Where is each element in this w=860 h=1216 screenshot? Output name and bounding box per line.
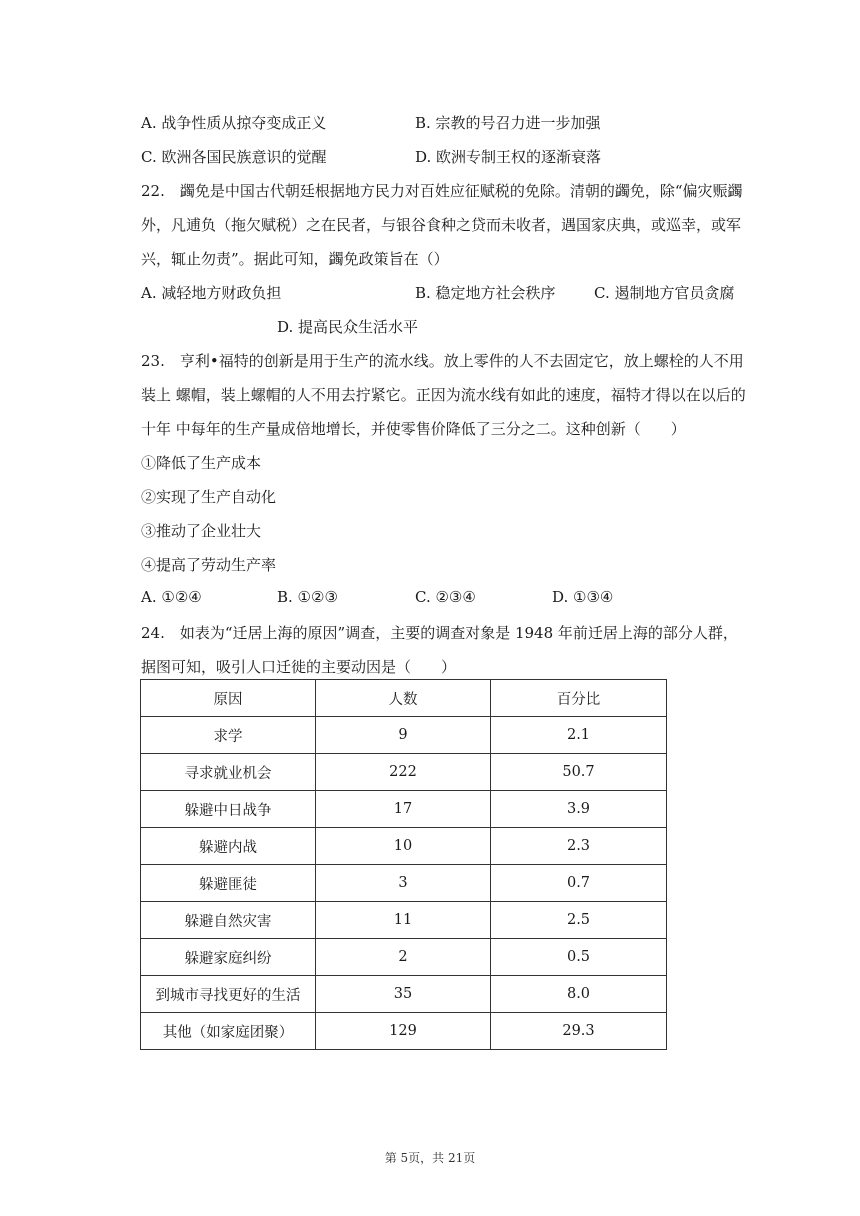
table-row	[141, 1013, 667, 1050]
table-row	[141, 754, 667, 791]
table-row	[141, 902, 667, 939]
q22-option-c: C. 遏制地方官员贪腐	[594, 284, 735, 302]
cell-percent: 29.3	[491, 1013, 667, 1050]
table-row	[141, 791, 667, 828]
migration-reasons-table	[140, 679, 667, 1050]
q23-option-c: C. ②③④	[415, 588, 476, 606]
table-row	[141, 828, 667, 865]
q21-option-c: C. 欧洲各国民族意识的觉醒	[141, 148, 327, 166]
cell-count: 9	[316, 717, 491, 754]
q23-stem-line-2: 装上 螺帽，装上螺帽的人不用去拧紧它。正因为流水线有如此的速度，福特才得以在以后的	[141, 386, 746, 404]
cell-reason: 到城市寻找更好的生活	[141, 976, 316, 1013]
table-row	[141, 865, 667, 902]
q22-option-a: A. 减轻地方财政负担	[141, 284, 282, 302]
cell-reason: 求学	[141, 717, 316, 754]
q21-option-b: B. 宗教的号召力进一步加强	[415, 114, 601, 132]
header-percent: 百分比	[491, 680, 667, 717]
q23-option-d: D. ①③④	[552, 588, 614, 606]
header-count: 人数	[316, 680, 491, 717]
cell-reason: 躲避家庭纠纷	[141, 939, 316, 976]
cell-percent: 3.9	[491, 791, 667, 828]
q21-option-d: D. 欧洲专制王权的逐渐衰落	[415, 148, 602, 166]
table-row	[141, 717, 667, 754]
cell-count: 17	[316, 791, 491, 828]
q22-stem-line-3: 兴，辄止勿责”。据此可知，蠲免政策旨在（）	[141, 250, 449, 268]
table-row	[141, 939, 667, 976]
q23-item-4: ④提高了劳动生产率	[141, 556, 277, 574]
cell-count: 10	[316, 828, 491, 865]
cell-reason: 躲避自然灾害	[141, 902, 316, 939]
q23-item-2: ②实现了生产自动化	[141, 488, 277, 506]
q22-stem-line-2: 外，凡逋负（拖欠赋税）之在民者，与银谷食种之贷而未收者，遇国家庆典，或巡幸，或军	[141, 216, 742, 234]
q24-stem-line-1: 24. 如表为“迁居上海的原因”调查，主要的调查对象是 1948 年前迁居上海的部分人群，	[141, 624, 738, 642]
header-reason: 原因	[141, 680, 316, 717]
table-header-row	[141, 680, 667, 717]
q22-stem-line-1: 22. 蠲免是中国古代朝廷根据地方民力对百姓应征赋税的免除。清朝的蠲免，除“偏灾赈蠲	[141, 182, 743, 200]
cell-count: 2	[316, 939, 491, 976]
cell-reason: 躲避匪徒	[141, 865, 316, 902]
page-footer: 第 5页，共 21页	[384, 1151, 476, 1165]
cell-count: 35	[316, 976, 491, 1013]
cell-reason: 其他（如家庭团聚）	[141, 1013, 316, 1050]
q23-item-1: ①降低了生产成本	[141, 454, 262, 472]
cell-reason: 躲避中日战争	[141, 791, 316, 828]
q23-stem-line-3: 十年 中每年的生产量成倍地增长，并使零售价降低了三分之二。这种创新（ ）	[141, 420, 686, 438]
cell-count: 3	[316, 865, 491, 902]
cell-reason: 寻求就业机会	[141, 754, 316, 791]
cell-count: 222	[316, 754, 491, 791]
cell-percent: 50.7	[491, 754, 667, 791]
cell-percent: 2.3	[491, 828, 667, 865]
q23-option-a: A. ①②④	[141, 588, 202, 606]
q21-option-a: A. 战争性质从掠夺变成正义	[141, 114, 327, 132]
cell-count: 11	[316, 902, 491, 939]
q22-option-d: D. 提高民众生活水平	[277, 318, 419, 336]
table-row	[141, 976, 667, 1013]
cell-percent: 2.1	[491, 717, 667, 754]
q24-stem-line-2: 据图可知，吸引人口迁徙的主要动因是（ ）	[141, 658, 457, 676]
cell-percent: 0.5	[491, 939, 667, 976]
cell-percent: 2.5	[491, 902, 667, 939]
cell-reason: 躲避内战	[141, 828, 316, 865]
q23-option-b: B. ①②③	[277, 588, 338, 606]
cell-percent: 0.7	[491, 865, 667, 902]
cell-count: 129	[316, 1013, 491, 1050]
cell-percent: 8.0	[491, 976, 667, 1013]
q23-stem-line-1: 23. 亨利•福特的创新是用于生产的流水线。放上零件的人不去固定它，放上螺栓的人不用	[141, 352, 744, 370]
q22-option-b: B. 稳定地方社会秩序	[415, 284, 556, 302]
q23-item-3: ③推动了企业壮大	[141, 522, 262, 540]
